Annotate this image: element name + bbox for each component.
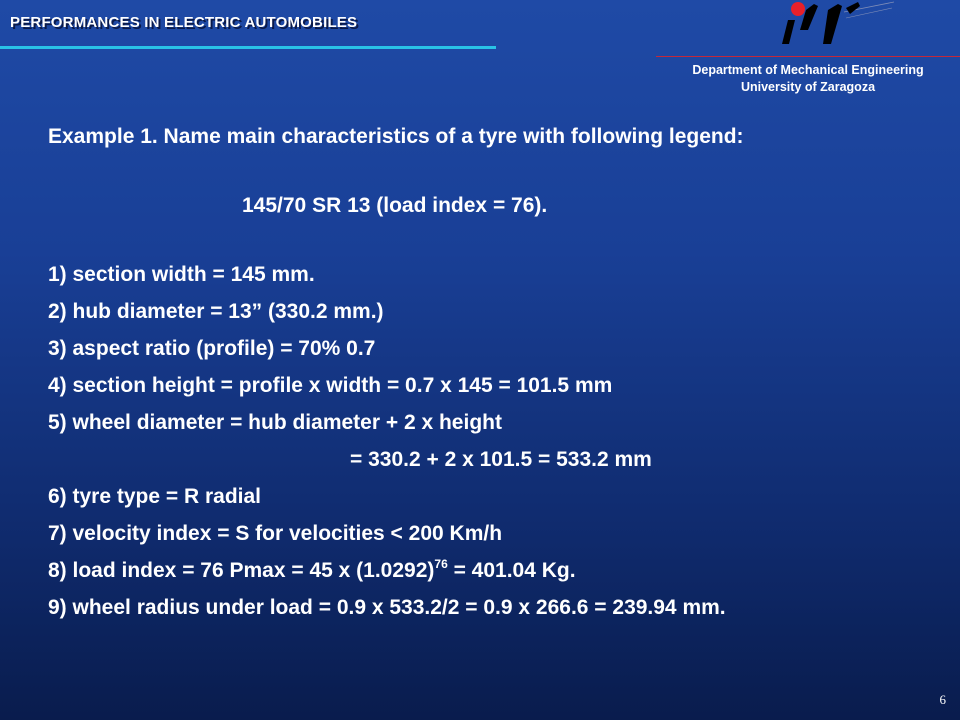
tyre-legend: 145/70 SR 13 (load index = 76). — [242, 194, 548, 217]
slide-body — [48, 118, 948, 626]
header-underline — [0, 46, 496, 49]
item-wheel-diameter-result: = 330.2 + 2 x 101.5 = 533.2 mm — [350, 448, 652, 471]
item-wheel-diameter: 5) wheel diameter = hub diameter + 2 x height — [48, 411, 502, 434]
item-section-height: 4) section height = profile x width = 0.7 x 145 = 101.5 mm — [48, 374, 613, 397]
page-number: 6 — [939, 692, 946, 707]
item-aspect-ratio: 3) aspect ratio (profile) = 70% 0.7 — [48, 337, 376, 360]
department-block — [656, 62, 960, 96]
department-name: Department of Mechanical Engineering — [692, 63, 924, 77]
load-index-exponent: 76 — [434, 557, 448, 571]
slide-header-title: PERFORMANCES IN ELECTRIC AUTOMOBILES — [10, 14, 358, 31]
item-velocity-index: 7) velocity index = S for velocities < 200 Km/h — [48, 522, 503, 545]
item-wheel-radius: 9) wheel radius under load = 0.9 x 533.2/2 = 0.9 x 266.6 = 239.94 mm. — [48, 596, 726, 619]
department-divider — [656, 56, 960, 57]
university-logo-icon — [776, 0, 896, 50]
spacer — [48, 224, 948, 256]
item-hub-diameter: 2) hub diameter = 13” (330.2 mm.) — [48, 300, 384, 323]
spacer — [48, 155, 948, 187]
item-tyre-type: 6) tyre type = R radial — [48, 485, 262, 508]
load-index-formula: 8) load index = 76 Pmax = 45 x (1.0292) — [48, 559, 435, 582]
logo-red-dot — [791, 2, 805, 16]
example-heading: Example 1. Name main characteristics of a tyre with following legend: — [48, 125, 744, 148]
item-section-width: 1) section width = 145 mm. — [48, 263, 315, 286]
university-name: University of Zaragoza — [740, 80, 876, 94]
item-load-index — [48, 552, 948, 589]
load-index-result: = 401.04 Kg. — [447, 559, 576, 582]
